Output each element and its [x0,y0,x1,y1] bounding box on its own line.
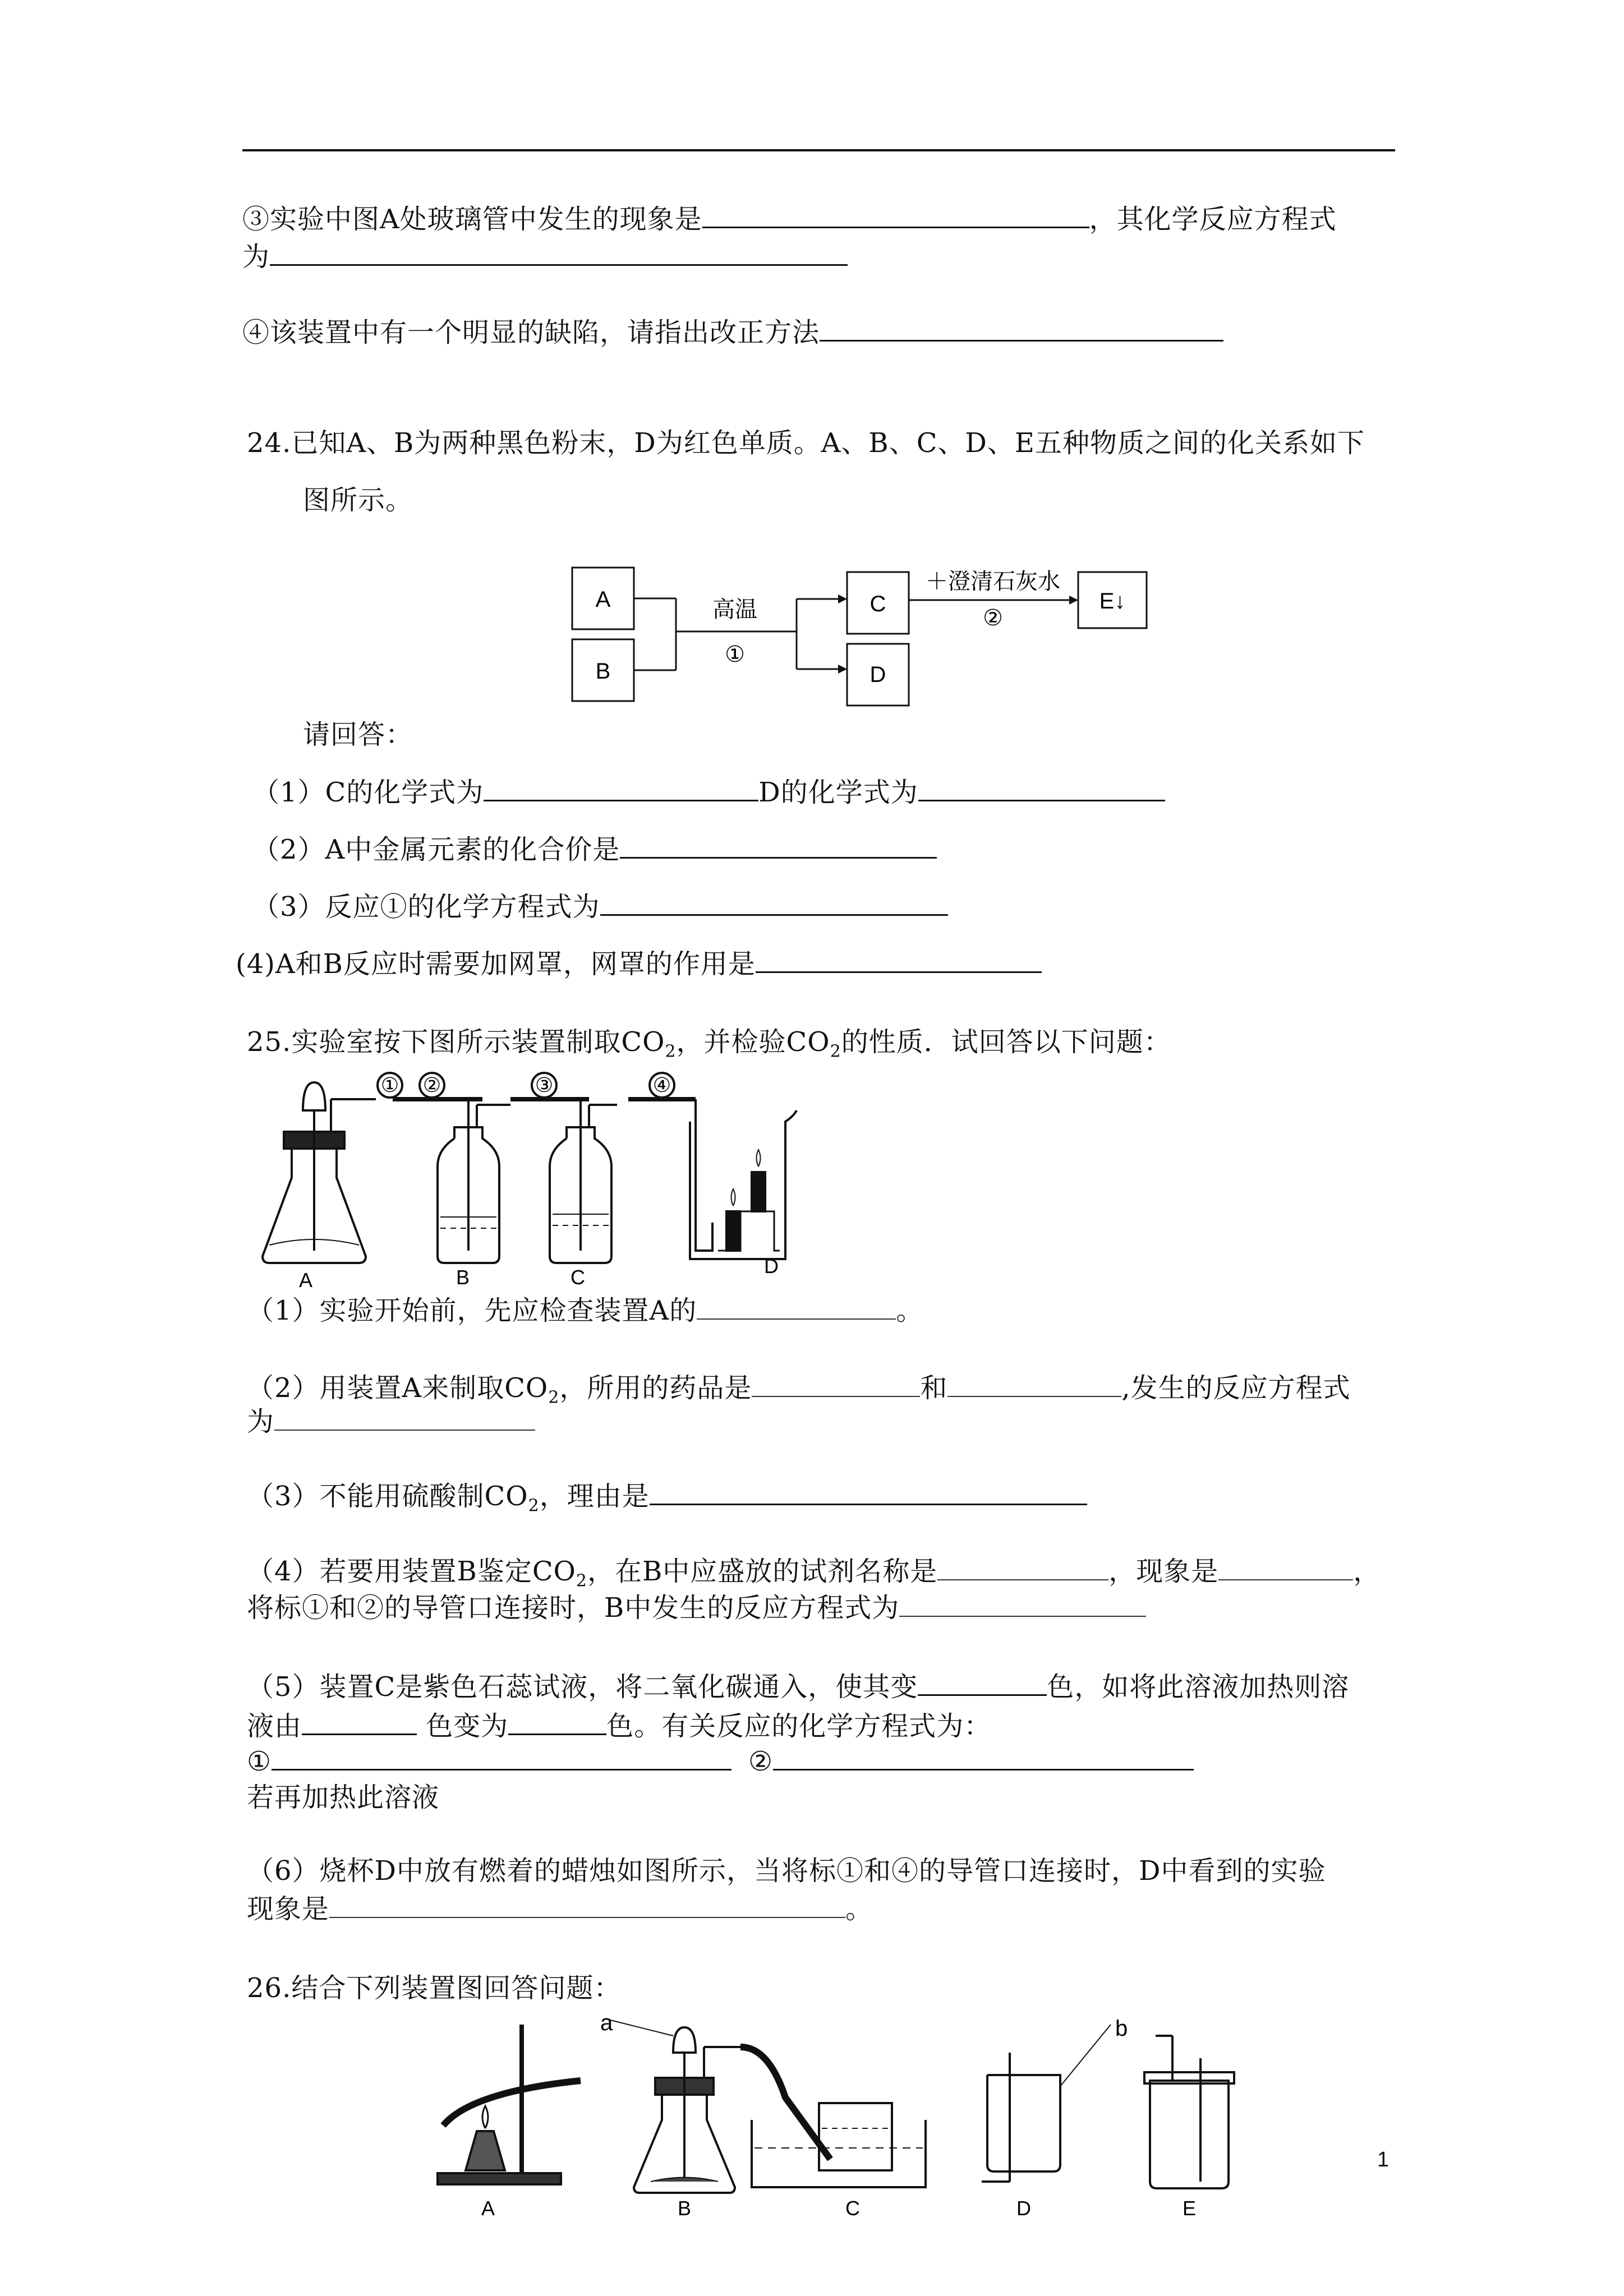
answer-blank[interactable] [270,238,848,266]
box-b-label: B [595,659,611,684]
label-e: E [1182,2197,1197,2220]
answer-blank[interactable] [274,1404,535,1431]
box-c-label: C [869,592,886,616]
answer-blank[interactable] [937,1553,1108,1580]
label-d: D [764,1255,779,1278]
q24-sub1: （1）C的化学式为 D的化学式为 [252,774,1165,809]
q24-stem-line1: 24.已知A、B为两种黑色粉末，D为红色单质。A、B、C、D、E五种物质之间的化关系如下 [247,427,1365,459]
condition-limewater: ＋澄清石灰水 [926,569,1060,594]
q25-sub2-line1: （2）用装置A来制取$CO_2$，所用的药品是 和 ,发生的反应方程式 [247,1370,1351,1415]
q25-sub2-line2: 为 [247,1404,535,1439]
answer-blank[interactable] [1218,1553,1353,1580]
answer-blank[interactable] [756,946,1042,973]
answer-blank[interactable] [697,1293,896,1320]
q25-sub5-line1: （5）装置C是紫色石蕊试液，将二氧化碳通入，使其变 色，如将此溶液加热则溶 [247,1668,1349,1704]
label-c: C [571,1266,585,1289]
candle-high [752,1172,765,1211]
q23-line3b: 为 [242,238,848,274]
step-1-label: ① [725,642,745,667]
svg-text:②: ② [422,1073,441,1096]
answer-blank[interactable] [752,1370,920,1397]
q26-stem: 26.结合下列装置图回答问题： [247,1972,622,2004]
step-2-label: ② [983,605,1003,631]
label-d: D [1016,2197,1031,2220]
stand-base [438,2173,561,2184]
svg-text:③: ③ [535,1073,554,1096]
answer-blank[interactable] [508,1708,606,1735]
q25-sub6-line2: 现象是 。 [247,1891,873,1926]
q25-sub4-line1: （4）若要用装置B鉴定$CO_2$，在B中应盛放的试剂名称是 ，现象是 ， [247,1553,1381,1598]
q25-sub1: （1）实验开始前，先应检查装置A的 。 [247,1293,923,1327]
svg-text:①: ① [380,1073,399,1096]
q25-sub5-line3: ① ② [247,1743,1194,1778]
answer-blank[interactable] [302,1708,417,1735]
q24-reaction-diagram [561,555,1167,723]
q24-sub2: （2）A中金属元素的化合价是 [252,831,937,866]
answer-blank[interactable] [899,1590,1146,1617]
svg-text:④: ④ [652,1073,671,1096]
pointer-label-a: a [600,2013,613,2035]
q25-sub5-line4: 若再加热此溶液 [247,1782,440,1813]
answer-blank[interactable] [918,774,1165,801]
box-a-label: A [595,587,611,612]
page-number: 1 [1377,2148,1390,2171]
answer-blank[interactable] [600,888,948,916]
collecting-bottle-c [819,2103,892,2170]
label-c: C [845,2197,860,2220]
funnel-b [673,2027,696,2053]
answer-blank[interactable] [650,1478,1087,1505]
delivery-tube-c [740,2047,830,2159]
label-b: B [677,2197,692,2220]
answer-blank[interactable] [773,1743,1194,1771]
header-rule [242,149,1395,151]
label-a: A [298,1269,313,1290]
water-trough [752,2120,926,2187]
answer-blank[interactable] [329,1891,845,1918]
q24-sub3: （3）反应①的化学方程式为 [252,888,948,924]
thistle-funnel [303,1082,325,1110]
answer-blank[interactable] [947,1370,1121,1397]
answer-blank[interactable] [620,831,937,859]
beaker-d [690,1110,797,1259]
answer-blank[interactable] [484,774,758,801]
answer-blank[interactable] [918,1668,1047,1696]
alcohol-lamp [466,2131,505,2170]
test-tube-a [443,2081,581,2126]
delivery-tube-d [696,1099,712,1251]
q25-sub6-line1: （6）烧杯D中放有燃着的蜡烛如图所示，当将标①和④的导管口连接时，D中看到的实验 [247,1855,1326,1887]
pointer-label-b: b [1115,2016,1128,2041]
answer-blank[interactable] [702,201,1089,228]
label-a: A [481,2197,495,2220]
q25-sub5-line2: 液由 色变为 色。有关反应的化学方程式为： [247,1708,991,1743]
box-e-label: E↓ [1099,589,1126,614]
answer-blank[interactable] [820,314,1223,342]
q25-apparatus-figure [247,1066,841,1290]
bottle-d [987,2075,1060,2171]
q25-sub3: （3）不能用硫酸制$CO_2$，理由是 [247,1478,1087,1523]
bottle-e [1150,2081,1229,2188]
q24-prompt: 请回答： [303,719,413,750]
q23-line4: ④该装置中有一个明显的缺陷，请指出改正方法 [242,314,1223,349]
condition-high-temp: 高温 [712,597,757,623]
q25-sub4-line2: 将标①和②的导管口连接时，B中发生的反应方程式为 [247,1590,1146,1625]
candle-low [726,1211,740,1251]
q24-sub4: (4)A和B反应时需要加网罩，网罩的作用是 [236,946,1042,981]
answer-blank[interactable] [272,1743,732,1771]
label-b: B [456,1266,470,1289]
box-d-label: D [869,662,886,687]
q23-line3a: ③实验中图A处玻璃管中发生的现象是 ，其化学反应方程式 [242,201,1337,236]
q25-stem: 25.实验室按下图所示装置制取$CO_2$，并检验$CO_2$的性质．试回答以下问题： [247,1026,1171,1062]
q24-stem-line2: 图所示。 [303,485,413,516]
q26-apparatus-figure [426,2013,1257,2221]
